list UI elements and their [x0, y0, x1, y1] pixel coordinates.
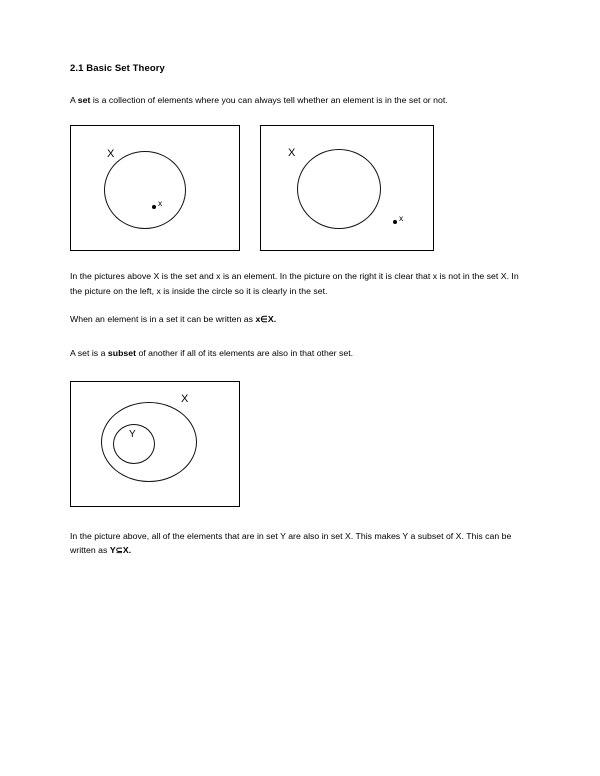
set-circle-x	[297, 149, 381, 229]
paragraph-subset-explanation	[70, 529, 532, 558]
document-content	[70, 63, 532, 558]
page-title: 2.1 Basic Set Theory	[70, 63, 165, 74]
subset-text-post: of another if all of its elements are also in that other set.	[136, 348, 354, 359]
paragraph-figure-explanation: In the pictures above X is the set and x is an element. In the picture on the right it is clear that x is not in the set X. In the picture on the left, x is inside the circle so it is clearly in the set.	[70, 271, 519, 296]
set-label-x: X	[181, 392, 189, 405]
element-label-x: x	[158, 198, 163, 209]
membership-text: When an element is in a set it can be written as	[70, 314, 256, 325]
paragraph-definition-set	[70, 93, 532, 107]
subset-text-pre: A set is a	[70, 348, 108, 359]
membership-notation: x∈X.	[255, 314, 277, 325]
paragraph-definition-subset	[70, 346, 532, 360]
element-label-x: x	[399, 213, 404, 224]
set-label-x: X	[107, 148, 115, 161]
figure-set-with-element	[70, 125, 240, 251]
term-subset: subset	[107, 348, 137, 359]
set-circle-x	[104, 151, 186, 229]
element-dot	[393, 220, 397, 224]
term-set: set	[77, 95, 91, 105]
paragraph-membership-notation	[70, 312, 532, 326]
figure-row-top	[70, 125, 532, 251]
paragraph-text-pre: A	[70, 95, 78, 105]
set-label-y: Y	[129, 428, 136, 440]
paragraph-text-post: is a collection of elements where you can always tell whether an element is in the set or not.	[90, 95, 448, 105]
figure-set-without-element	[260, 125, 434, 251]
figure-row-subset	[70, 381, 532, 507]
subset-explanation-text: In the picture above, all of the elements that are in set Y are also in set X. This makes Y a subset of X. This can be written as	[70, 530, 512, 556]
figure-subset-diagram	[70, 381, 240, 507]
set-label-x: X	[288, 147, 296, 160]
subset-notation: Y⊆X.	[109, 545, 132, 556]
